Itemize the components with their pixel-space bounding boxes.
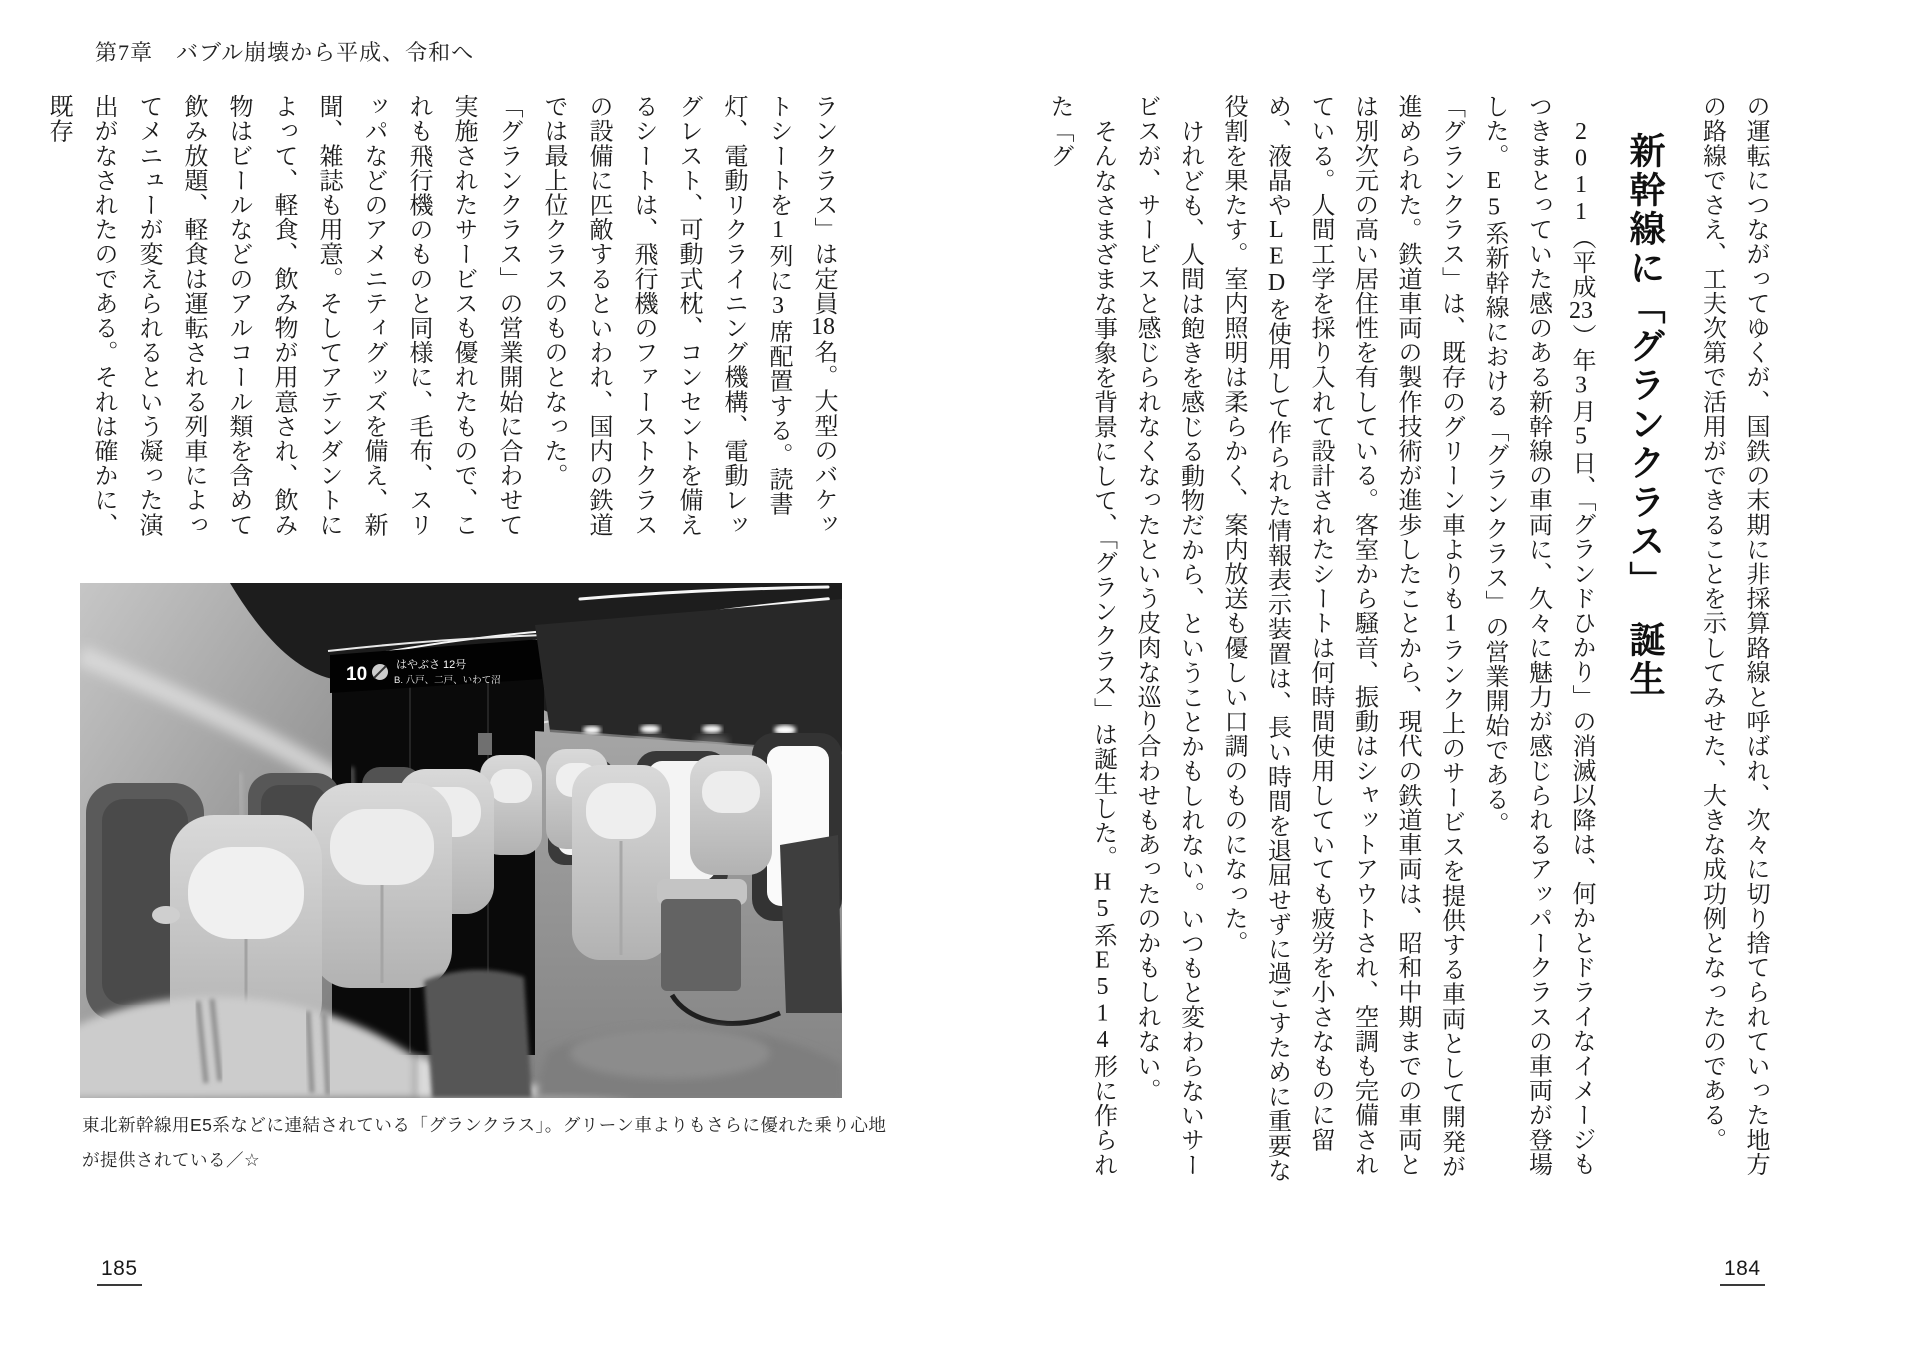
- page-number-left: 185: [97, 1257, 142, 1286]
- body-paragraph: 「グランクラス」の営業開始に合わせて実施されたサービスも優れたもので、これも飛行機のものと同様に、毛布、スリッパなどのアメニティグッズを備え、新聞、雑誌も用意。そしてアテンダントによって、軽食、飲み物が用意され、飲み物はビールなどのアルコール類を含めて飲み放題、軽食は運転される列車によってメニューが変えられるという凝った演出がなされたのである。それは確かに、既存: [45, 94, 521, 537]
- photo-caption: [82, 1108, 897, 1178]
- display-stops-text: B. 八戸、二戸、いわて沼: [394, 675, 501, 686]
- left-page-text-block: [35, 94, 845, 559]
- section-heading: 新幹線に「グランクラス」 誕生: [1625, 132, 1666, 699]
- chapter-running-header: 第7章 バブル崩壊から平成、令和へ: [95, 40, 475, 65]
- body-paragraph: ランクラス」は定員18名。大型のバケットシートを1列に3席配置する。読書灯、電動リクライニング機構、電動レッグレスト、可動式枕、コンセントを備えるシートは、飛行機のファーストクラスの設備に匹敵するといわれ、国内の鉄道では最上位クラスのものとなった。: [540, 94, 836, 537]
- partition-sign: [478, 733, 492, 755]
- right-page-text-block: [1037, 94, 1777, 1199]
- photo-caption-line1: 東北新幹線用E5系などに連結されている「グランクラス」。グリーン車よりもさらに優れた乗り心地: [82, 1115, 887, 1135]
- display-train-name: はやぶさ 12号: [396, 659, 467, 671]
- body-paragraph: けれども、人間は飽きを感じる動物だから、ということかもしれない。いつもと変わらないサービスが、サービスと感じられなくなったという皮肉な巡り合わせもあったのかもしれない。: [1133, 94, 1203, 1177]
- granclass-interior-illustration: [80, 583, 842, 1098]
- photo-caption-line2: が提供されている／☆: [82, 1150, 261, 1170]
- granclass-interior-photo: [80, 583, 842, 1098]
- display-car-number: 10: [346, 664, 368, 685]
- body-paragraph-continuation: の運転につながってゆくが、国鉄の末期に非採算路線と呼ばれ、次々に切り捨てられていった地方の路線でさえ、工夫次第で活用ができることを示してみせた、大きな成功例となったのである。: [1698, 94, 1768, 1177]
- page-number-right: 184: [1720, 1257, 1765, 1286]
- body-paragraph: そんなさまざまな事象を背景にして、「グランクラス」は誕生した。H5系E514形に作られた「グ: [1046, 94, 1116, 1177]
- body-paragraph: 2011（平成23）年3月5日、「グランドひかり」の消滅以降は、何かとドライなイメージもつきまとっていた感のある新幹線の車両に、久々に魅力が感じられるアッパークラスの車両が登場した。E5系新幹線における「グランクラス」の営業開始である。: [1481, 94, 1594, 1177]
- body-paragraph: 「グランクラス」は、既存のグリーン車よりも1ランク上のサービスを提供する車両として開発が進められた。鉄道車両の製作技術が進歩したことから、現代の鉄道車両は、昭和中期までの車両とは別次元の高い居住性を有している。客室から騒音、振動はシャットアウトされ、空調も完備されている。人間工学を採り入れて設計されたシートは何時間使用していても疲労を小さなものに留め、液晶やLEDを使用して作られた情報表示装置は、長い時間を退屈せずに過ごすために重要な役割を果たす。室内照明は柔らかく、案内放送も優しい口調のものになった。: [1220, 94, 1464, 1183]
